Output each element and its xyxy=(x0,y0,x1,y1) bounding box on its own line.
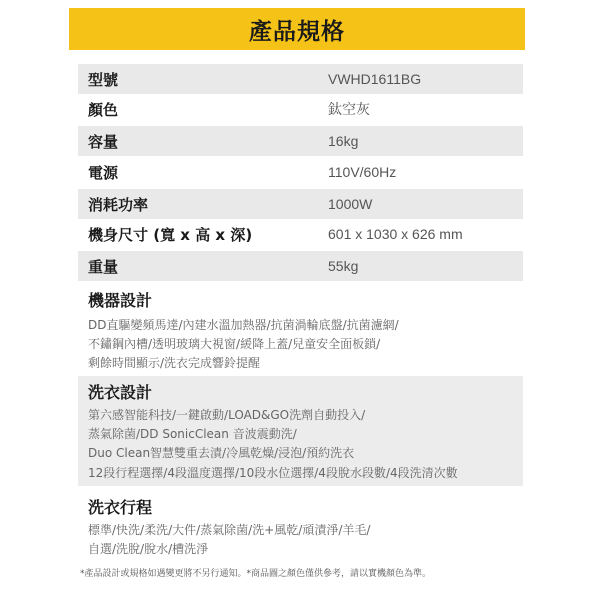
spec-value: 601 x 1030 x 626 mm xyxy=(328,226,463,242)
section-line: 不鏽鋼內槽/透明玻璃大視窗/緩降上蓋/兒童安全面板鎖/ xyxy=(88,337,381,351)
spec-row-weight xyxy=(78,251,523,281)
footnote: *產品設計或規格如遇變更將不另行通知。*商品圖之顏色僅供參考，請以實機顏色為準。 xyxy=(80,569,432,579)
spec-label: 消耗功率 xyxy=(88,195,149,214)
spec-row-dimensions xyxy=(78,219,523,249)
spec-row-power-consumption xyxy=(78,189,523,219)
section-line: 剩餘時間顯示/洗衣完成響鈴提醒 xyxy=(88,356,261,370)
spec-label: 型號 xyxy=(88,70,119,89)
spec-label: 重量 xyxy=(88,257,119,276)
spec-value: 110V/60Hz xyxy=(328,164,397,180)
spec-row-capacity xyxy=(78,126,523,156)
spec-value: 1000W xyxy=(328,196,373,212)
spec-row-model xyxy=(78,64,523,94)
spec-value: 鈦空灰 xyxy=(328,101,370,117)
section-title: 機器設計 xyxy=(88,291,153,310)
section-line: DD直驅變頻馬達/內建水溫加熱器/抗菌渦輪底盤/抗菌濾網/ xyxy=(88,318,399,332)
section-line: 標準/快洗/柔洗/大件/蒸氣除菌/洗+風乾/頑漬淨/羊毛/ xyxy=(88,523,371,537)
spec-row-power-supply xyxy=(78,157,523,187)
page-title: 產品規格 xyxy=(249,18,345,45)
section-line: 12段行程選擇/4段溫度選擇/10段水位選擇/4段脫水段數/4段洗清次數 xyxy=(88,466,458,480)
spec-label: 容量 xyxy=(88,132,119,151)
spec-label: 機身尺寸 (寬 x 高 x 深) xyxy=(88,225,253,244)
section-wash-programs xyxy=(78,490,523,560)
title-banner xyxy=(69,8,525,50)
spec-value: 55kg xyxy=(328,258,359,274)
section-line: 自選/洗脫/脫水/槽洗淨 xyxy=(88,542,209,556)
section-line: 蒸氣除菌/DD SonicClean 音波震動洗/ xyxy=(88,427,297,441)
section-title: 洗衣設計 xyxy=(88,383,153,402)
section-wash-design xyxy=(78,376,523,486)
section-line: 第六感智能科技/一鍵啟動/LOAD&GO洗劑自動投入/ xyxy=(88,408,366,422)
spec-value: VWHD1611BG xyxy=(328,71,422,87)
section-machine-design xyxy=(78,284,523,376)
spec-value: 16kg xyxy=(328,133,359,149)
spec-label: 顏色 xyxy=(88,100,119,119)
spec-label: 電源 xyxy=(88,163,119,182)
section-title: 洗衣行程 xyxy=(88,498,153,517)
spec-row-color xyxy=(78,94,523,124)
section-line: Duo Clean智慧雙重去漬/冷風乾燥/浸泡/預約洗衣 xyxy=(88,446,355,460)
